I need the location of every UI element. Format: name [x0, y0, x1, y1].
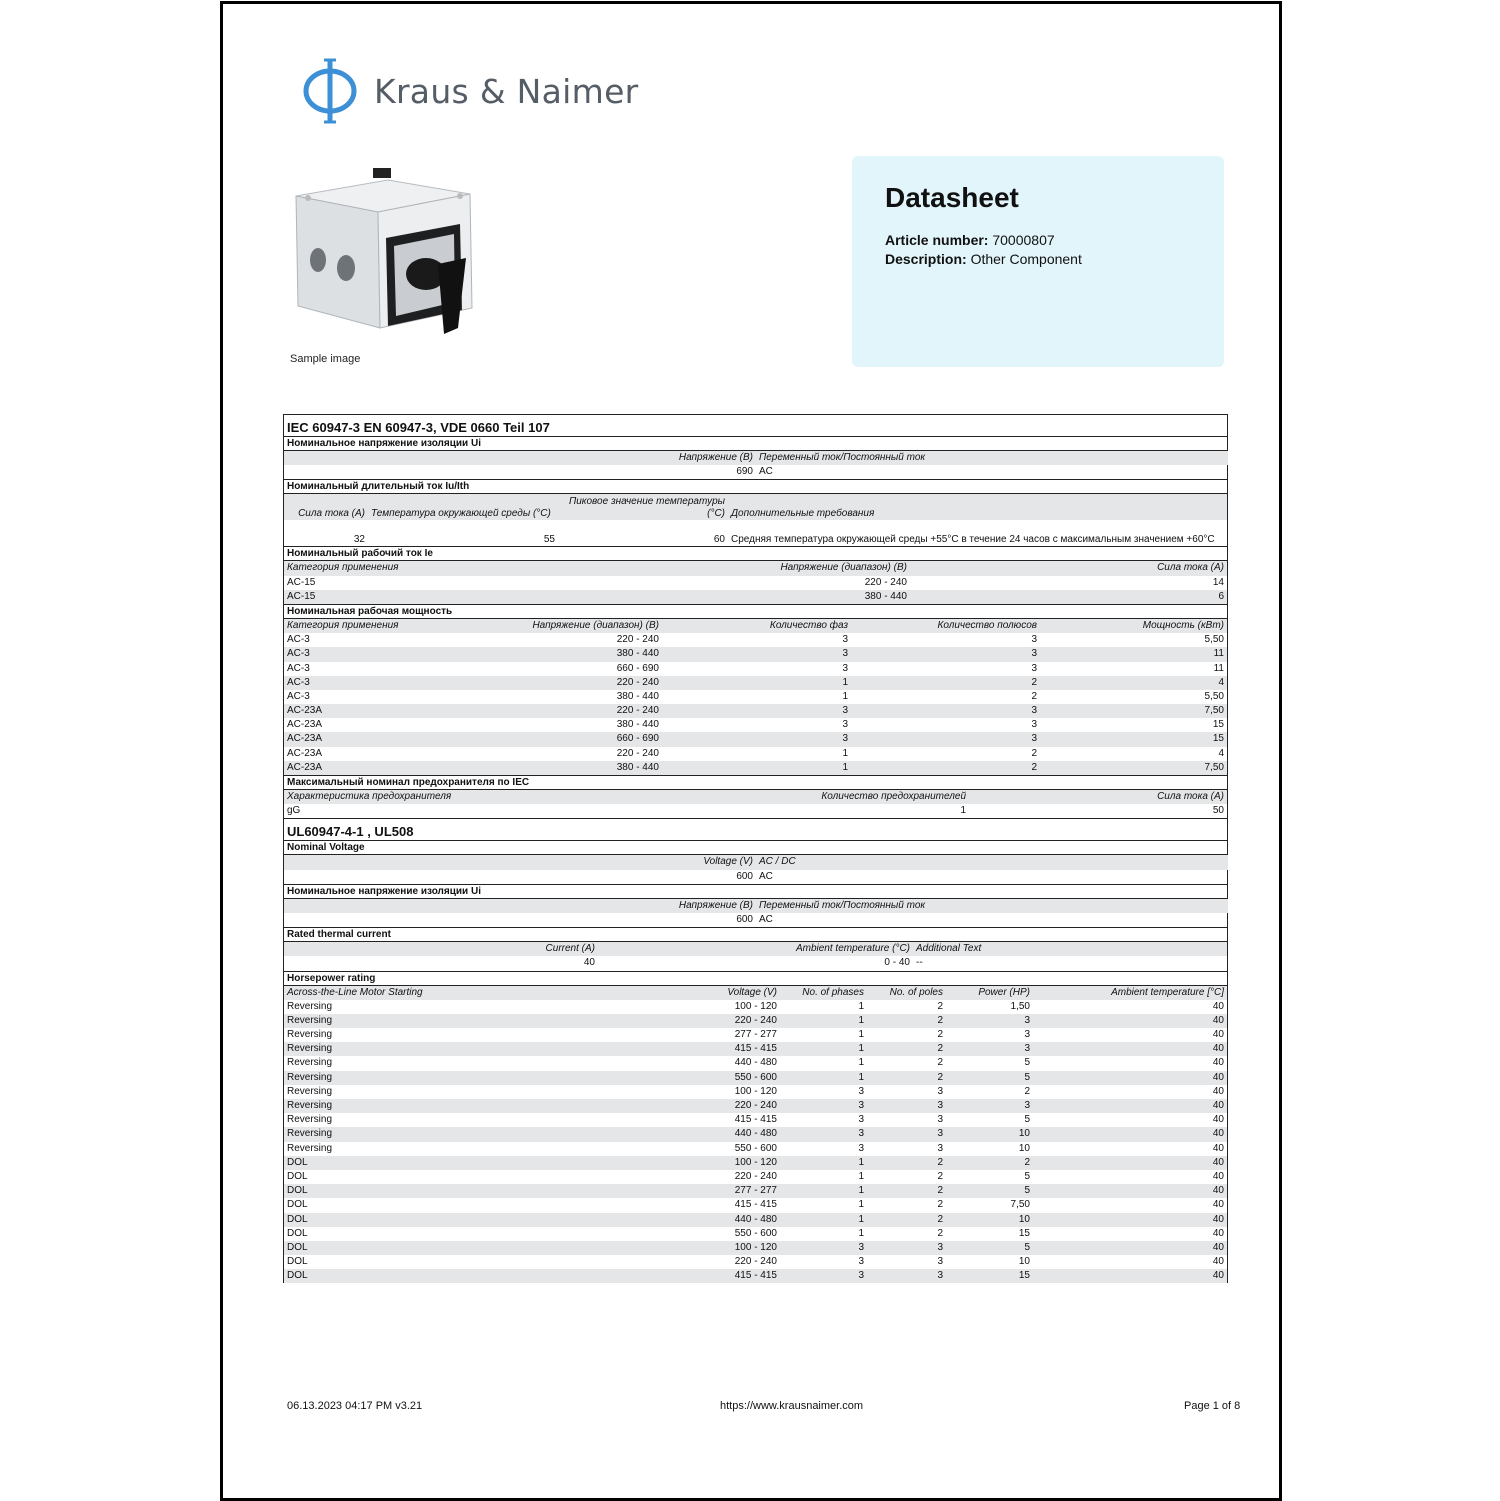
table-header-cell: Сила тока (A) [910, 561, 1227, 575]
table-cell: 2 [851, 761, 1040, 775]
table-cell: 5,50 [1204, 634, 1224, 646]
table-cell: 3 [937, 1256, 943, 1268]
table-cell: AC-23A [284, 732, 474, 746]
iec-fuse-title: Максимальный номинал предохранителя по IEC [284, 775, 1227, 790]
table-cell: DOL [284, 1269, 595, 1283]
table-cell: 1 [662, 676, 851, 690]
table-cell: 3 [1024, 1029, 1030, 1041]
table-cell: 1 [780, 1014, 867, 1028]
table-cell: 5 [946, 1184, 1033, 1198]
table-cell: 550 - 600 [595, 1071, 780, 1085]
table-cell: 277 - 277 [595, 1184, 780, 1198]
table-cell: 40 [1212, 1057, 1224, 1069]
table-cell: AC-3 [287, 634, 310, 646]
table-cell: 3 [662, 732, 851, 746]
table-cell: AC-3 [287, 690, 310, 702]
iec-standard-title: IEC 60947-3 EN 60947-3, VDE 0660 Teil 107 [284, 415, 1227, 437]
table-cell: 3 [1031, 662, 1037, 674]
ul-thermal-title: Rated thermal current [284, 927, 1227, 942]
table-cell: 1 [858, 1000, 864, 1012]
table-cell: 550 - 600 [734, 1142, 777, 1154]
table-cell: 3 [780, 1127, 867, 1141]
table-cell: AC-3 [284, 647, 474, 661]
table-cell: 220 - 240 [474, 676, 662, 690]
table-cell: DOL [287, 1199, 308, 1211]
brand-name: Kraus & Naimer [374, 71, 639, 111]
table-cell: 10 [1018, 1142, 1030, 1154]
table-cell: 3 [1031, 634, 1037, 646]
table-cell: 100 - 120 [734, 1000, 777, 1012]
table-cell: 100 - 120 [595, 1156, 780, 1170]
table-cell: 3 [867, 1127, 946, 1141]
table-cell: 3 [780, 1099, 867, 1113]
table-cell: 220 - 240 [734, 1256, 777, 1268]
table-cell: 40 [1033, 1213, 1227, 1227]
table-cell: 15 [1018, 1227, 1030, 1239]
table-cell: 1 [858, 1199, 864, 1211]
table-cell: 3 [780, 1241, 867, 1255]
table-cell: 3 [662, 704, 851, 718]
iec-ie-title: Номинальный рабочий ток Ie [284, 546, 1227, 561]
table-cell: AC-23A [287, 747, 323, 759]
table-header-cell: Мощность (кВт) [1040, 619, 1227, 633]
table-cell: Reversing [284, 1099, 595, 1113]
iec-ith-title: Номинальный длительный ток Iu/Ith [284, 479, 1227, 494]
table-cell: 3 [946, 1014, 1033, 1028]
table-cell: 2 [946, 1156, 1033, 1170]
table-cell: 440 - 480 [595, 1127, 780, 1141]
table-cell: 40 [1033, 1269, 1227, 1283]
table-cell: gG [287, 805, 301, 817]
table-cell: 415 - 415 [595, 1042, 780, 1056]
table-cell: 10 [946, 1213, 1033, 1227]
table-cell: 415 - 415 [595, 1269, 780, 1283]
table-cell: AC-15 [287, 576, 316, 588]
table-cell: Reversing [284, 1014, 595, 1028]
table-header-cell: Сила тока (A) [969, 790, 1227, 804]
table-cell: 3 [946, 1099, 1033, 1113]
table-cell: 3 [851, 732, 1040, 746]
table-cell: 7,50 [1040, 761, 1227, 775]
table-cell: 6 [910, 590, 1227, 604]
table-header-cell: Количество предохранителей [624, 790, 969, 804]
table-cell: 3 [946, 1042, 1033, 1056]
table-cell: 3 [867, 1099, 946, 1113]
table-cell: 11 [1040, 647, 1227, 661]
table-cell: 2 [867, 1184, 946, 1198]
table-cell: 2 [867, 1156, 946, 1170]
table-cell: 380 - 440 [474, 761, 662, 775]
product-image [288, 168, 478, 340]
table-cell: 15 [946, 1269, 1033, 1283]
table-cell: 40 [1033, 1099, 1227, 1113]
table-cell: 3 [842, 662, 848, 674]
table-cell: 15 [1212, 719, 1224, 731]
table-cell: 2 [867, 1014, 946, 1028]
table-cell: 1 [780, 1184, 867, 1198]
table-header-cell: Напряжение (диапазон) (В) [594, 561, 910, 575]
table-cell: 40 [1033, 1241, 1227, 1255]
table-cell: 660 - 690 [616, 662, 659, 674]
table-header-cell: No. of poles [867, 986, 946, 1000]
table-cell: 2 [1024, 1085, 1030, 1097]
iec-ui-table: Напряжение (В) Переменный ток/Постоянный ток 690 AC [284, 451, 1227, 479]
table-cell: 277 - 277 [734, 1029, 777, 1041]
table-cell: 1,50 [1010, 1000, 1030, 1012]
table-cell: Reversing [287, 1142, 333, 1154]
iec-fuse-table [284, 790, 1227, 818]
table-header-cell: Количество полюсов [851, 619, 1040, 633]
table-header-cell: Категория применения [284, 619, 474, 633]
table-cell: 5 [946, 1241, 1033, 1255]
datasheet-title: Datasheet [885, 182, 1019, 213]
table-cell: 50 [1212, 805, 1224, 817]
table-cell: Reversing [287, 1057, 333, 1069]
table-cell: 3 [851, 704, 1040, 718]
table-cell: 3 [858, 1142, 864, 1154]
table-cell: 1 [662, 761, 851, 775]
table-cell: 380 - 440 [474, 647, 662, 661]
table-cell: 40 [1212, 1256, 1224, 1268]
table-cell: 5 [1024, 1114, 1030, 1126]
table-cell: 40 [1212, 1029, 1224, 1041]
table-cell: 2 [937, 1199, 943, 1211]
table-cell: 220 - 240 [474, 704, 662, 718]
table-cell: 3 [662, 647, 851, 661]
ul-nominal-title: Nominal Voltage [284, 841, 1227, 855]
table-cell: 220 - 240 [616, 634, 659, 646]
ul-ui-title: Номинальное напряжение изоляции Ui [284, 884, 1227, 899]
table-cell: 40 [1212, 1199, 1224, 1211]
table-cell: 11 [1213, 662, 1224, 674]
table-cell: 5 [1024, 1057, 1030, 1069]
table-cell: 220 - 240 [864, 576, 907, 588]
table-cell: 550 - 600 [734, 1227, 777, 1239]
table-cell: 3 [842, 719, 848, 731]
table-cell: 14 [1212, 576, 1224, 588]
table-cell: 2 [851, 676, 1040, 690]
table-header-cell: Voltage (V) [595, 986, 780, 1000]
table-cell: 3 [937, 1114, 943, 1126]
ul-thermal-table: Current (A) Ambient temperature (°C) Additional Text 40 0 - 40 -- [284, 942, 1227, 970]
table-header-cell: Количество фаз [662, 619, 851, 633]
brand-logo [300, 56, 639, 126]
table-cell: 1 [858, 1029, 864, 1041]
table-cell: 40 [1212, 1227, 1224, 1239]
table-cell: 3 [937, 1085, 943, 1097]
table-cell: 7,50 [1010, 1199, 1030, 1211]
table-cell: 3 [858, 1256, 864, 1268]
table-cell: 10 [1018, 1256, 1030, 1268]
table-cell: 3 [937, 1142, 943, 1154]
table-cell: DOL [284, 1241, 595, 1255]
table-cell: Reversing [284, 1127, 595, 1141]
footer-page: Page 1 of 8 [1184, 1400, 1241, 1412]
table-cell: 220 - 240 [595, 1099, 780, 1113]
table-cell: Reversing [284, 1071, 595, 1085]
table-cell: 3 [858, 1114, 864, 1126]
table-cell: 40 [1033, 1156, 1227, 1170]
table-cell: 40 [1033, 1014, 1227, 1028]
article-number: Article number: 70000807 [885, 232, 1055, 248]
table-cell: 1 [780, 1042, 867, 1056]
ul-ui-table: Напряжение (В) Переменный ток/Постоянный ток 600 AC [284, 899, 1227, 927]
table-cell: DOL [287, 1256, 308, 1268]
table-cell: 1 [858, 1170, 864, 1182]
table-cell: Reversing [287, 1000, 333, 1012]
iec-power-title: Номинальная рабочая мощность [284, 604, 1227, 619]
table-header-cell: Напряжение (диапазон) (В) [474, 619, 662, 633]
table-cell: DOL [284, 1156, 595, 1170]
datasheet-info-box [852, 156, 1224, 367]
table-cell: 40 [1033, 1042, 1227, 1056]
description: Description: Other Component [885, 251, 1082, 267]
table-cell: 2 [867, 1071, 946, 1085]
table-cell: 440 - 480 [734, 1057, 777, 1069]
iec-ui-title: Номинальное напряжение изоляции Ui [284, 437, 1227, 451]
table-cell: 40 [1212, 1085, 1224, 1097]
table-cell: 3 [1031, 719, 1037, 731]
table-header-cell: Характеристика предохранителя [284, 790, 624, 804]
table-cell: 3 [867, 1241, 946, 1255]
table-cell: 380 - 440 [594, 590, 910, 604]
table-cell: 15 [1040, 732, 1227, 746]
table-cell: 40 [1212, 1170, 1224, 1182]
table-cell: 660 - 690 [474, 732, 662, 746]
table-cell: 2 [937, 1029, 943, 1041]
table-cell: 220 - 240 [734, 1170, 777, 1182]
table-cell: 10 [946, 1127, 1033, 1141]
table-cell: DOL [284, 1184, 595, 1198]
table-cell: 5,50 [1204, 690, 1224, 702]
phi-logo-icon [300, 56, 360, 126]
table-cell: 40 [1212, 1114, 1224, 1126]
table-cell: AC-23A [287, 719, 323, 731]
table-cell: Reversing [284, 1042, 595, 1056]
table-cell: 40 [1212, 1000, 1224, 1012]
table-cell: DOL [284, 1213, 595, 1227]
table-cell: 40 [1033, 1071, 1227, 1085]
iec-power-table [284, 619, 1227, 775]
table-cell: 3 [867, 1269, 946, 1283]
table-cell: 3 [842, 634, 848, 646]
ul-hp-table [284, 986, 1227, 1284]
table-cell: 2 [937, 1000, 943, 1012]
table-cell: 40 [1033, 1184, 1227, 1198]
footer-url[interactable]: https://www.krausnaimer.com [720, 1400, 864, 1412]
table-cell: 5 [946, 1071, 1033, 1085]
table-cell: 380 - 440 [616, 719, 659, 731]
table-cell: DOL [287, 1227, 308, 1239]
ul-hp-title: Horsepower rating [284, 971, 1227, 986]
table-cell: 3 [780, 1269, 867, 1283]
table-cell: 1 [780, 1213, 867, 1227]
table-cell: AC-3 [287, 662, 310, 674]
table-cell: 440 - 480 [595, 1213, 780, 1227]
table-cell: 100 - 120 [595, 1241, 780, 1255]
table-cell: 1 [842, 690, 848, 702]
footer-date: 06.13.2023 04:17 PM v3.21 [287, 1400, 423, 1412]
table-cell: 2 [937, 1170, 943, 1182]
table-cell: 3 [858, 1085, 864, 1097]
table-cell: 2 [937, 1057, 943, 1069]
table-cell: 7,50 [1040, 704, 1227, 718]
table-cell: DOL [287, 1170, 308, 1182]
table-cell: 4 [1040, 676, 1227, 690]
table-cell: Reversing [287, 1085, 333, 1097]
image-caption: Sample image [290, 353, 361, 365]
table-cell: AC-3 [284, 676, 474, 690]
ul-standard-title: UL60947-4-1 , UL508 [284, 818, 1227, 841]
table-cell: 1 [780, 1071, 867, 1085]
ul-nominal-table: Voltage (V) AC / DC 600 AC [284, 855, 1227, 883]
table-cell: 1 [858, 1057, 864, 1069]
table-cell: 4 [1218, 747, 1224, 759]
table-cell: 1 [960, 805, 966, 817]
table-cell: 40 [1033, 1127, 1227, 1141]
table-cell: Reversing [287, 1114, 333, 1126]
table-cell: 2 [867, 1042, 946, 1056]
table-cell: 100 - 120 [734, 1085, 777, 1097]
table-cell: 2 [1031, 690, 1037, 702]
table-cell: 220 - 240 [595, 1014, 780, 1028]
table-cell: 2 [867, 1213, 946, 1227]
table-cell: 1 [858, 1227, 864, 1239]
table-cell: AC-23A [284, 761, 474, 775]
table-cell: Reversing [287, 1029, 333, 1041]
table-cell: 415 - 415 [734, 1114, 777, 1126]
table-header-cell: Ambient temperature [°C] [1033, 986, 1227, 1000]
iec-ie-table [284, 561, 1227, 604]
table-header-cell: Across-the-Line Motor Starting [284, 986, 595, 1000]
table-cell: 380 - 440 [616, 690, 659, 702]
table-cell: 5 [1024, 1170, 1030, 1182]
iec-ith-table: Сила тока (A) Температура окружающей среды (°C) Пиковое значение температуры (°C) Дополнительные требования 32 55 60 Средняя температура окружающей среды +55°C в течение 24 часов с максимальным значением +60°C [284, 494, 1227, 546]
table-header-cell: No. of phases [780, 986, 867, 1000]
table-cell: AC-23A [284, 704, 474, 718]
table-cell: 415 - 415 [734, 1199, 777, 1211]
table-cell: 2 [1031, 747, 1037, 759]
table-cell: 1 [780, 1156, 867, 1170]
table-header-cell: Категория применения [284, 561, 594, 575]
table-cell: 3 [851, 647, 1040, 661]
table-cell: AC-15 [284, 590, 594, 604]
table-cell: 1 [842, 747, 848, 759]
table-cell: 2 [937, 1227, 943, 1239]
table-header-cell: Power (HP) [946, 986, 1033, 1000]
spec-tables [283, 414, 1228, 1283]
table-cell: 40 [1212, 1142, 1224, 1154]
table-cell: 220 - 240 [616, 747, 659, 759]
